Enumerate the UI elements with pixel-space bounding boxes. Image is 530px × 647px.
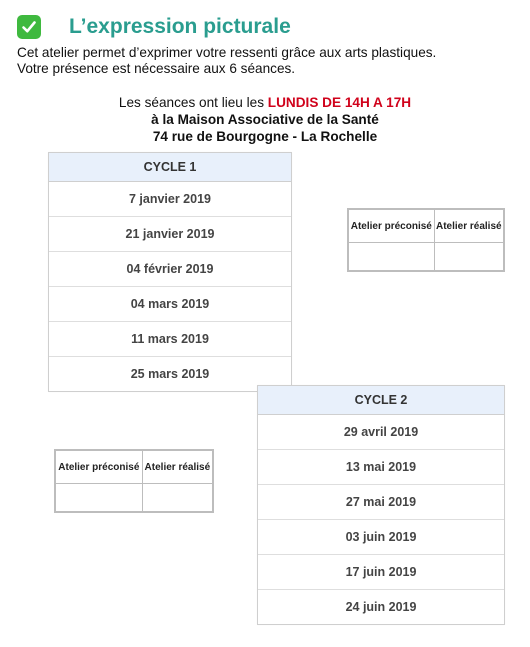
- cycle-1-table: [48, 152, 292, 392]
- session-date: 11 mars 2019: [49, 322, 291, 357]
- cell-realise[interactable]: [434, 243, 503, 271]
- cell-preconise[interactable]: [349, 243, 435, 271]
- cycle-header: CYCLE 2: [258, 386, 504, 415]
- intro-line: Votre présence est nécessaire aux 6 séances.: [17, 61, 296, 76]
- intro-text: [17, 45, 436, 77]
- session-date: 04 février 2019: [49, 252, 291, 287]
- schedule-info: [0, 94, 530, 145]
- schedule-prefix: Les séances ont lieu les: [118, 95, 268, 110]
- schedule-address: 74 rue de Bourgogne - La Rochelle: [152, 129, 378, 144]
- session-date: 21 janvier 2019: [49, 217, 291, 252]
- schedule-line: [0, 94, 530, 111]
- cell-preconise[interactable]: [56, 484, 143, 512]
- header: [17, 12, 291, 42]
- session-date: 25 mars 2019: [130, 367, 210, 381]
- session-date: 24 juin 2019: [345, 600, 417, 614]
- session-date: 29 avril 2019: [258, 415, 504, 450]
- col-realise: Atelier réalisé: [142, 451, 212, 484]
- cycle-header: CYCLE 1: [49, 153, 291, 182]
- cell-realise[interactable]: [142, 484, 212, 512]
- schedule-location: à la Maison Associative de la Santé: [151, 112, 379, 127]
- session-date: 03 juin 2019: [258, 520, 504, 555]
- cycle-2-table: [257, 385, 505, 625]
- session-date: 13 mai 2019: [258, 450, 504, 485]
- intro-line: Cet atelier permet d’exprimer votre ressenti grâce aux arts plastiques.: [17, 45, 437, 60]
- checkmark-icon: [17, 15, 41, 39]
- col-realise: Atelier réalisé: [434, 210, 503, 243]
- page-title: L’expression picturale: [69, 15, 291, 38]
- session-date: 27 mai 2019: [258, 485, 504, 520]
- col-preconise: Atelier préconisé: [349, 210, 435, 243]
- session-date: 7 janvier 2019: [49, 182, 291, 217]
- attendance-table-cycle-1: [347, 208, 505, 272]
- attendance-table-cycle-2: [54, 449, 214, 513]
- session-date: 04 mars 2019: [49, 287, 291, 322]
- col-preconise: Atelier préconisé: [56, 451, 143, 484]
- schedule-hours: LUNDIS DE 14H A 17H: [267, 95, 412, 110]
- session-date: 17 juin 2019: [258, 555, 504, 590]
